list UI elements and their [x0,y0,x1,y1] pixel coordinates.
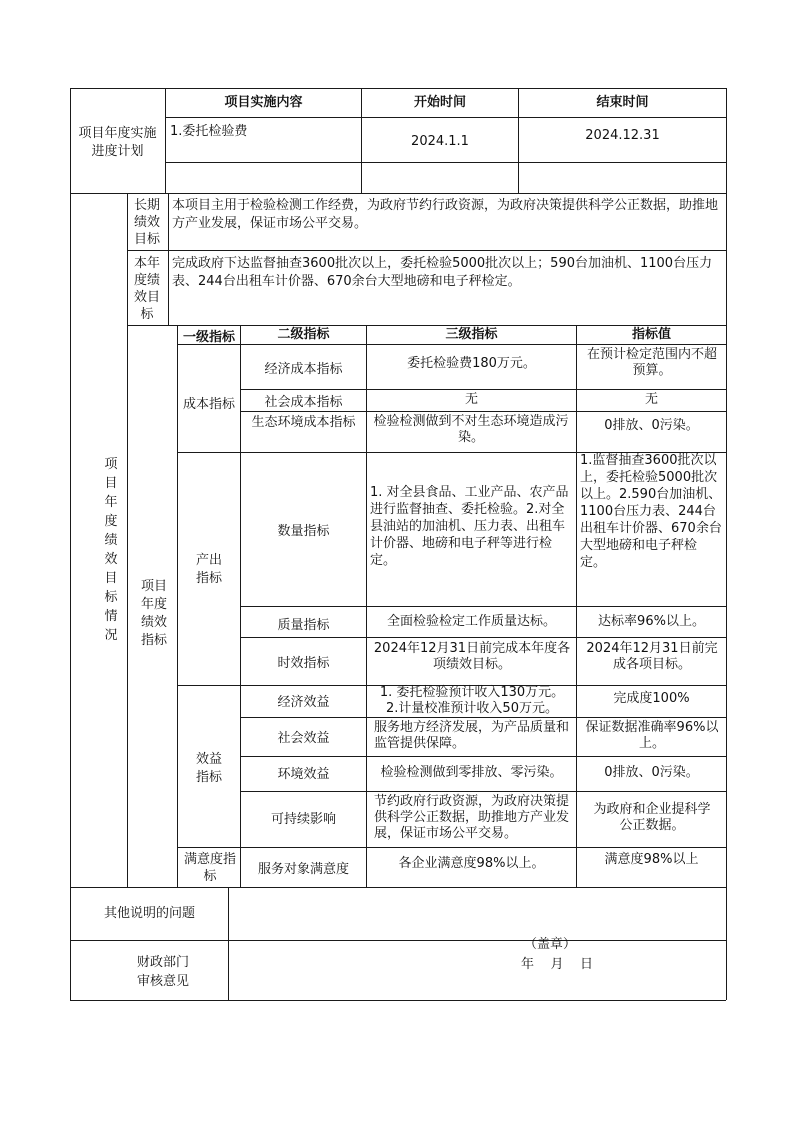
table-border-bottom [70,1000,726,1001]
satisfaction-label: 满意度指标 [184,852,237,884]
schedule-section-label: 项目年度实施进度计划 [78,126,157,159]
goals-section-label: 项目年度绩效目标情况 [104,457,118,643]
cost-econ-line [240,389,726,390]
long-term-bottom-line [127,250,726,251]
satisfaction-l3: 各企业满意度98%以上。 [398,856,545,871]
table-border-left [70,88,71,1000]
other-notes-label: 其他说明的问题 [103,906,195,921]
benefit-social-line [240,756,726,757]
benefit-social-l2: 社会效益 [277,731,330,746]
output-qty-line [240,606,726,607]
schedule-row-content: 1.委托检验费 [170,124,248,139]
output-time-l3: 2024年12月31日前完成本年度各项绩效目标。 [373,641,571,672]
header-level3: 三级指标 [445,327,498,342]
header-value: 指标值 [631,327,671,342]
benefit-env-l3: 检验检测做到零排放、零污染。 [380,765,563,780]
goals-label-divider [127,193,128,887]
col-header-content: 项目实施内容 [224,95,303,110]
level3-divider [576,325,577,887]
schedule-row-start: 2024.1.1 [411,134,469,149]
schedule-row-divider [165,162,726,163]
satisfaction-value: 满意度98%以上 [604,852,699,867]
other-label-divider [228,887,229,1000]
cost-social-value: 无 [644,392,658,407]
satisfaction-l2: 服务对象满意度 [257,862,349,877]
benefit-econ-l2: 经济效益 [277,695,330,710]
benefit-social-value: 保证数据准确率96%以上。 [585,720,719,751]
cost-social-l3: 无 [464,392,478,407]
benefit-env-value: 0排放、0污染。 [604,765,699,780]
cost-econ-l3: 委托检验费180万元。 [407,356,536,371]
finance-review-label: 财政部门审核意见 [136,955,189,989]
output-time-l2: 时效指标 [277,656,330,671]
benefit-bottom-line [177,847,726,848]
other-bottom-line [70,940,726,941]
cost-social-l2: 社会成本指标 [264,395,343,410]
cost-social-line [240,411,726,412]
benefit-sustain-l2: 可持续影响 [270,812,336,827]
benefit-sustain-value: 为政府和企业提科学公正数据。 [593,802,711,833]
goals-sublabel-divider [168,193,169,325]
header-level2: 二级指标 [277,327,330,342]
output-qty-l2: 数量指标 [277,524,330,539]
output-quality-line [240,637,726,638]
cost-eco-l3: 检验检测做到不对生态环境造成污染。 [373,414,569,445]
benefit-econ-line [240,717,726,718]
annual-goal-text: 完成政府下达监督抽查3600批次以上，委托检验5000批次以上；590台加油机、1100台压力表、244台出租车计价器、670余台大型地磅和电子秤检定。 [172,256,713,289]
benefit-econ-value: 完成度100% [613,691,690,706]
schedule-row-end: 2024.12.31 [585,128,660,143]
cost-econ-value: 在预计检定范围内不超预算。 [586,347,717,378]
seal-text: （盖章） [523,937,576,952]
benefit-env-l2: 环境效益 [277,767,330,782]
long-term-text: 本项目主用于检验检测工作经费，为政府节约行政资源，为政府决策提供科学公正数据，助推地方产业发展，保证市场公平交易。 [172,198,719,231]
output-quality-l3: 全面检验检定工作质量达标。 [386,614,556,629]
output-time-value: 2024年12月31日前完成各项目标。 [586,641,718,672]
cost-eco-value: 0排放、0污染。 [604,418,699,433]
table-border-right [726,88,727,1000]
col-header-start: 开始时间 [413,95,466,110]
table-border-top [70,88,726,89]
output-qty-value: 1.监督抽查3600批次以上，委托检验5000批次以上。2.590台加油机、1100台压力表、244台出租车计价器、670余台大型地磅和电子秤检定。 [580,453,722,570]
cost-econ-l2: 经济成本指标 [264,362,343,377]
output-qty-l3: 1. 对全县食品、工业产品、农产品进行监督抽查、委托检验。2.对全县油站的加油机、压力表、出租车计价器、地磅和电子秤等进行检定。 [370,485,569,568]
long-term-label: 长期绩效目标 [133,198,160,247]
benefit-sustain-l3: 节约政府行政资源，为政府决策提供科学公正数据，助推地方产业发展，保证市场公平交易。 [374,794,570,841]
annual-goal-label: 本年度绩效目标 [133,256,160,322]
output-quality-value: 达标率96%以上。 [598,614,705,629]
benefit-label: 效益指标 [195,752,222,785]
benefit-env-line [240,791,726,792]
col-header-end: 结束时间 [596,95,649,110]
benefit-econ-l3: 1. 委托检验预计收入130万元。2.计量校准预计收入50万元。 [379,685,565,716]
cost-eco-l2: 生态环境成本指标 [251,415,356,430]
header-level1: 一级指标 [182,330,235,345]
output-label: 产出指标 [195,553,222,586]
goals-bottom-line [70,887,726,888]
level2-divider [366,325,367,887]
cost-label: 成本指标 [182,397,235,412]
indicator-section-label: 项目年度绩效指标 [140,579,167,648]
annual-bottom-line [127,325,726,326]
review-date: 年 月 日 [521,957,594,972]
indicator-header-line [177,344,726,345]
benefit-social-l3: 服务地方经济发展，为产品质量和监管提供保障。 [374,720,570,751]
schedule-header-divider [165,117,726,118]
output-quality-l2: 质量指标 [277,618,330,633]
